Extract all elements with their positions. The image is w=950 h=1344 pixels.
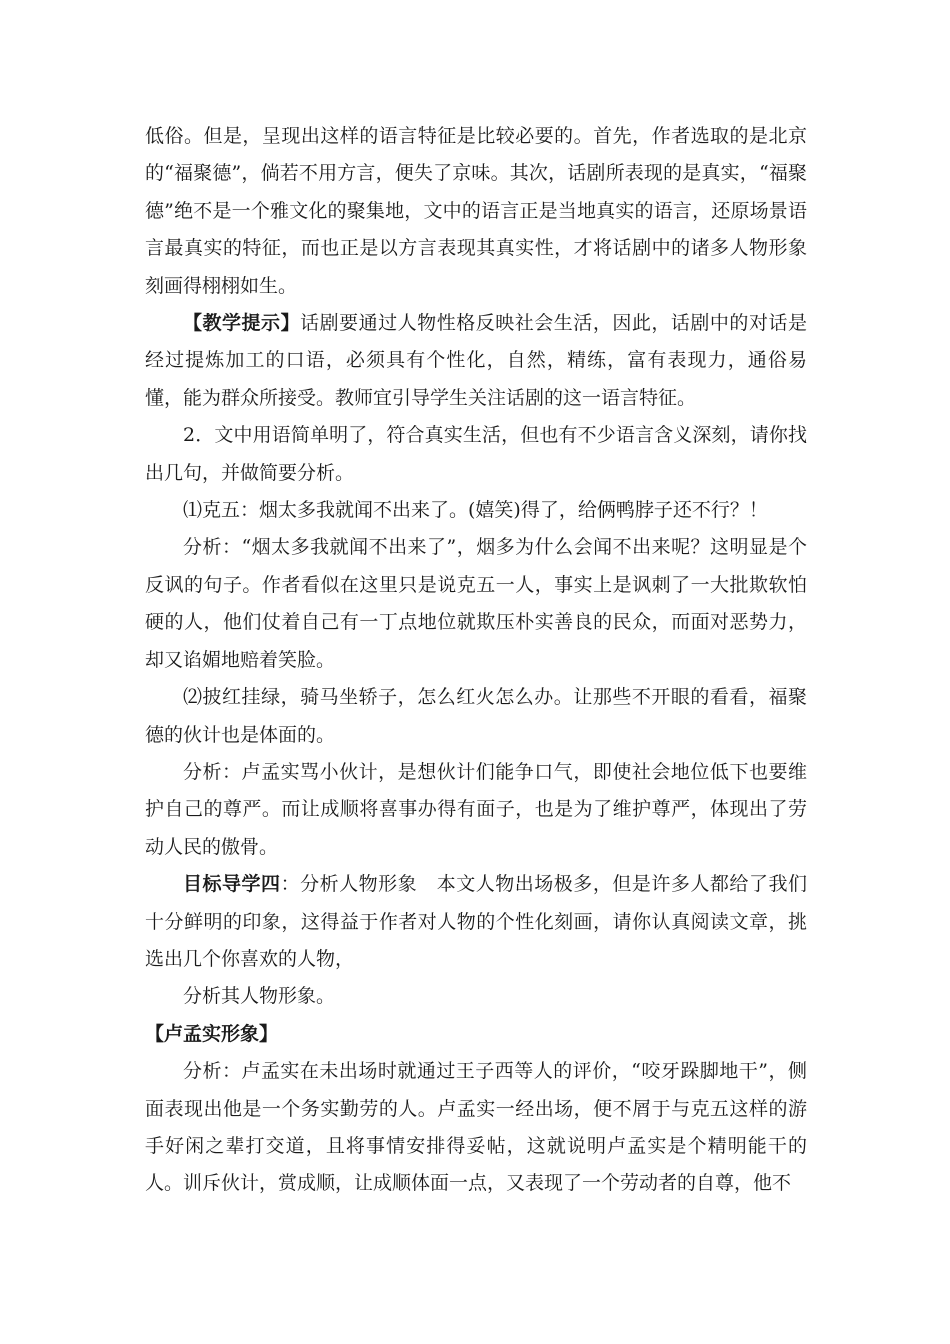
section-heading-lu-mengshi — [145, 1016, 807, 1053]
heading-text: 【卢孟实形象】 — [145, 1022, 279, 1045]
paragraph-teaching-tip — [145, 305, 807, 417]
objective-four — [145, 866, 807, 978]
paragraph-text: 分析：卢孟实在未出场时就通过王子西等人的评价，“咬牙跺脚地干”，侧面表现出他是一个务实勤劳的人。卢孟实一经出场，便不屑于与克五这样的游手好闲之辈打交道，且将事情安排得妥帖，这就说明卢孟实是个精明能干的人。训斥伙计，赏成顺，让成顺体面一点，又表现了一个劳动者的自尊，他不 — [145, 1060, 807, 1195]
analysis-2 — [145, 754, 807, 866]
paragraph-text: ⑴克五：烟太多我就闻不出来了。(嬉笑)得了，给俩鸭脖子还不行？！ — [183, 499, 768, 522]
objective-four-continued — [145, 978, 807, 1015]
paragraph-text: 低俗。但是，呈现出这样的语言特征是比较必要的。首先，作者选取的是北京的“福聚德”，倘若不用方言，便失了京味。其次，话剧所表现的是真实，“福聚德”绝不是一个雅文化的聚集地，文中的语言正是当地真实的语言，还原场景语言最真实的特征，而也正是以方言表现其真实性，才将话剧中的诸多人物形象刻画得栩栩如生。 — [145, 125, 807, 297]
paragraph-text: ：分析人物形象 本文人物出场极多，但是许多人都给了我们十分鲜明的印象，这得益于作者对人物的个性化刻画，请你认真阅读文章，挑选出几个你喜欢的人物， — [145, 873, 807, 970]
document-page — [145, 118, 807, 1203]
objective-label: 目标导学四 — [183, 873, 281, 896]
paragraph-text: 分析：卢孟实骂小伙计，是想伙计们能争口气，即使社会地位低下也要维护自己的尊严。而让成顺将喜事办得有面子，也是为了维护尊严，体现出了劳动人民的傲骨。 — [145, 760, 807, 858]
quote-2 — [145, 679, 807, 754]
paragraph-text: ⑵披红挂绿，骑马坐轿子，怎么红火怎么办。让那些不开眼的看看，福聚德的伙计也是体面的。 — [145, 686, 807, 746]
paragraph-text: 分析其人物形象。 — [183, 985, 336, 1008]
paragraph-text: 分析：“烟太多我就闻不出来了”，烟多为什么会闻不出来呢？这明显是个反讽的句子。作者看似在这里只是说克五一人，事实上是讽刺了一大批欺软怕硬的人，他们仗着自己有一丁点地位就欺压朴实善良的民众，而面对恶势力，却又谄媚地赔着笑脸。 — [145, 536, 807, 671]
teaching-tip-label: 【教学提示】 — [183, 312, 301, 335]
paragraph-text: 话剧要通过人物性格反映社会生活，因此，话剧中的对话是经过提炼加工的口语，必须具有个性化，自然，精练，富有表现力，通俗易懂，能为群众所接受。教师宜引导学生关注话剧的这一语言特征。 — [145, 312, 807, 409]
question-2 — [145, 417, 807, 492]
analysis-1 — [145, 529, 807, 679]
paragraph-dialect-analysis — [145, 118, 807, 305]
quote-1 — [145, 492, 807, 529]
analysis-lu-mengshi — [145, 1053, 807, 1203]
paragraph-text: 2．文中用语简单明了，符合真实生活，但也有不少语言含义深刻，请你找出几句，并做简要分析。 — [145, 424, 807, 484]
